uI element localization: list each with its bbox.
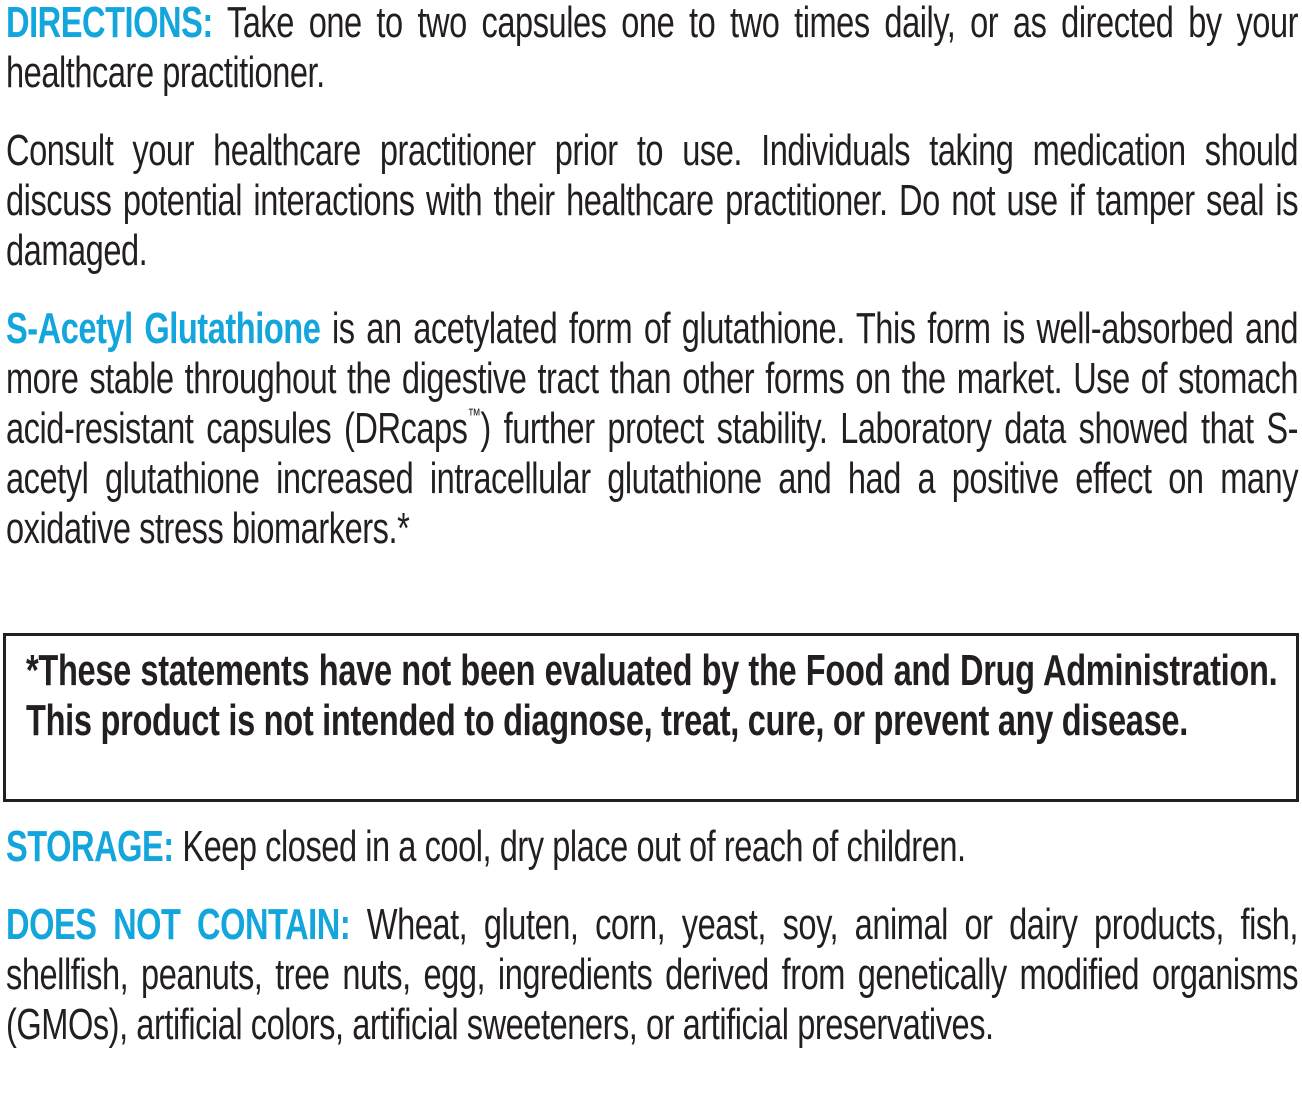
directions-paragraph bbox=[6, 0, 1298, 98]
s-acetyl-text-part1: is an acetylated form of glutathione. This form is well-absorbed and more stable throughout the digestive tract than other forms on the market. Use of stomach acid-resistant capsules (DRcaps bbox=[6, 304, 1299, 453]
storage-heading: STORAGE: bbox=[6, 822, 174, 871]
does-not-contain-paragraph bbox=[6, 900, 1298, 1050]
directions-heading: DIRECTIONS: bbox=[6, 0, 213, 47]
fda-disclaimer-box bbox=[3, 633, 1299, 802]
s-acetyl-text-part2: ) further protect stability. Laboratory data showed that S-acetyl glutathione increased intracellular glutathione and had a positive effect on many oxidative stress biomarkers.* bbox=[6, 404, 1299, 553]
trademark-symbol: ™ bbox=[467, 405, 481, 425]
storage-text: Keep closed in a cool, dry place out of reach of children. bbox=[182, 822, 966, 871]
s-acetyl-glutathione-paragraph bbox=[6, 304, 1298, 554]
does-not-contain-text: Wheat, gluten, corn, yeast, soy, animal or dairy products, fish, shellfish, peanuts, tree nuts, egg, ingredients derived from genetically modified organisms (GMOs), artificial colors, artificial sweeteners, or artificial preservatives. bbox=[6, 900, 1299, 1049]
directions-text: Take one to two capsules one to two times daily, or as directed by your healthcare practitioner. bbox=[6, 0, 1299, 97]
consult-paragraph: Consult your healthcare practitioner prior to use. Individuals taking medication should discuss potential interactions with their healthcare practitioner. Do not use if tamper seal is damaged. bbox=[6, 126, 1299, 275]
s-acetyl-glutathione-heading: S-Acetyl Glutathione bbox=[6, 304, 321, 353]
does-not-contain-heading: DOES NOT CONTAIN: bbox=[6, 900, 351, 949]
storage-paragraph bbox=[6, 822, 1298, 872]
fda-disclaimer-text: *These statements have not been evaluated by the Food and Drug Administration. This product is not intended to diagnose, treat, cure, or prevent any disease. bbox=[26, 646, 1278, 745]
